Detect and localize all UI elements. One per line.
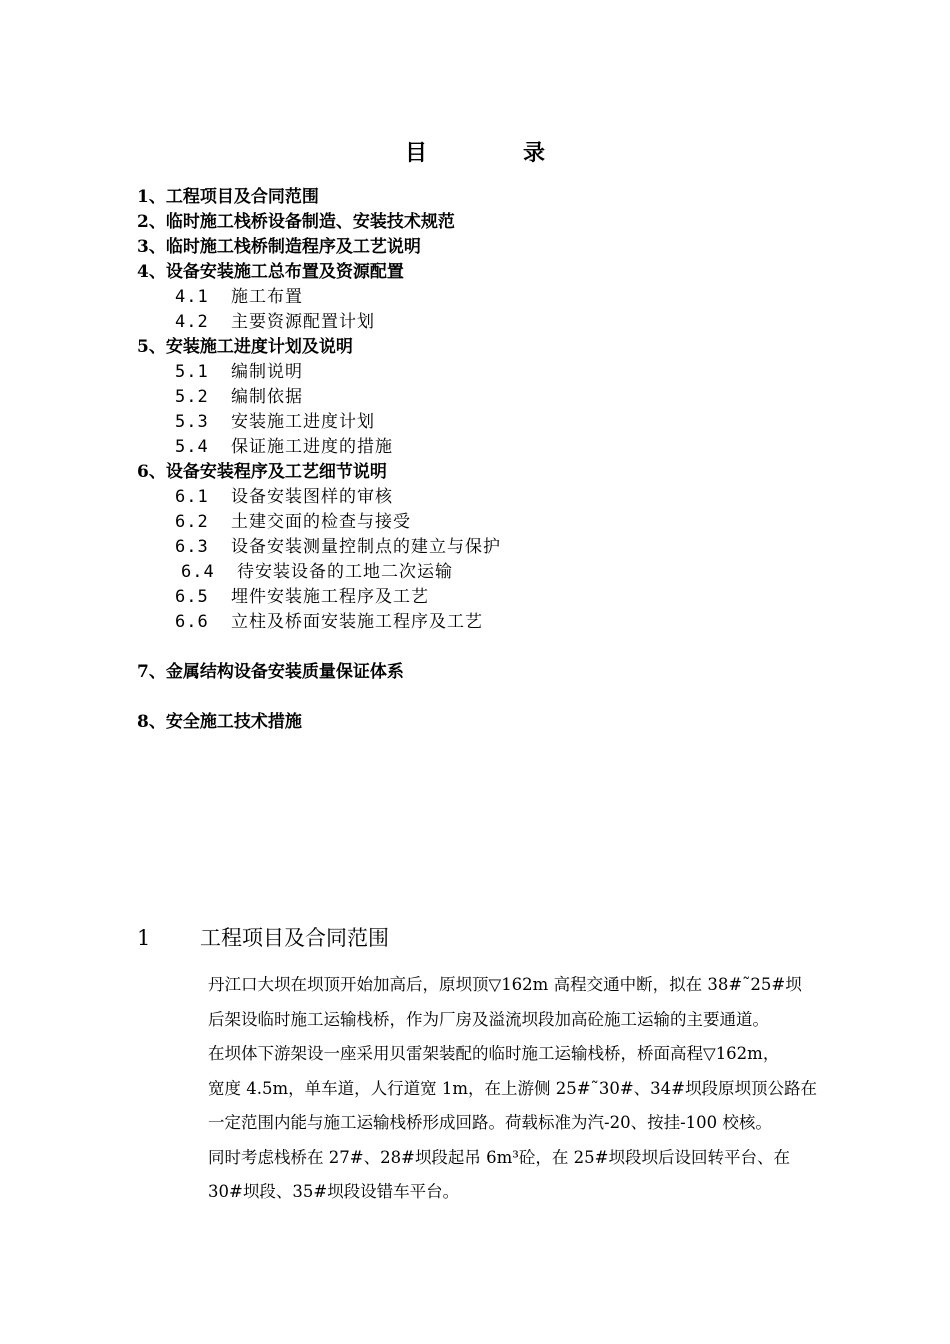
toc-item-number: 6.4 <box>181 562 215 582</box>
toc-item-number: 6.6 <box>175 612 209 632</box>
body-line: 在坝体下游架设一座采用贝雷架装配的临时施工运输栈桥，桥面高程▽162m， <box>208 1044 780 1063</box>
body-line: 丹江口大坝在坝顶开始加高后，原坝顶▽162m 高程交通中断，拟在 38#˜25#坝 <box>208 975 802 994</box>
toc-item-label: 土建交面的检查与接受 <box>231 512 411 532</box>
toc-item-label: 埋件安装施工程序及工艺 <box>231 587 429 607</box>
toc-title <box>0 136 950 167</box>
toc-item-label: 设备安装测量控制点的建立与保护 <box>231 537 501 557</box>
toc-title-right: 录 <box>523 140 546 166</box>
toc-item-5: 5、安装施工进度计划及说明 <box>137 337 353 357</box>
toc-item-number: 5.4 <box>175 437 209 457</box>
toc-item-label: 设备安装图样的审核 <box>231 487 393 507</box>
body-line: 后架设临时施工运输栈桥，作为厂房及溢流坝段加高砼施工运输的主要通道。 <box>208 1009 769 1029</box>
toc-item-5-1 <box>175 362 303 382</box>
toc-item-5-2 <box>175 387 303 407</box>
toc-item-number: 5.1 <box>175 362 209 382</box>
body-line: 同时考虑栈桥在 27#、28#坝段起吊 6m³砼，在 25#坝段坝后设回转平台、在 <box>208 1147 790 1167</box>
toc-item-2: 2、临时施工栈桥设备制造、安装技术规范 <box>137 212 455 232</box>
toc-item-label: 编制依据 <box>231 387 303 407</box>
toc-item-number: 6.2 <box>175 512 209 532</box>
toc-item-6: 6、设备安装程序及工艺细节说明 <box>137 462 387 482</box>
toc-item-label: 主要资源配置计划 <box>231 312 375 332</box>
toc-item-number: 6.3 <box>175 537 209 557</box>
toc-item-8: 8、安全施工技术措施 <box>137 712 302 732</box>
body-line: 30#坝段、35#坝段设错车平台。 <box>208 1182 460 1201</box>
toc-item-number: 4.2 <box>175 312 209 332</box>
toc-item-7: 7、金属结构设备安装质量保证体系 <box>137 662 404 682</box>
toc-item-label: 施工布置 <box>231 287 303 307</box>
toc-title-left: 目 <box>404 140 427 166</box>
toc-item-6-5 <box>175 587 429 607</box>
toc-item-4-2 <box>175 312 375 332</box>
body-line: 宽度 4.5m，单车道，人行道宽 1m，在上游侧 25#˜30#、34#坝段原坝顶公路在 <box>208 1078 817 1098</box>
toc-item-6-6 <box>175 612 483 632</box>
toc-item-4-1 <box>175 287 303 307</box>
toc-item-6-2 <box>175 512 411 532</box>
section-body <box>208 968 868 1210</box>
section-title: 工程项目及合同范围 <box>200 926 389 950</box>
toc-item-6-4 <box>181 562 453 582</box>
section-heading <box>137 922 389 952</box>
toc-item-1: 1、工程项目及合同范围 <box>137 187 319 207</box>
toc-item-label: 立柱及桥面安装施工程序及工艺 <box>231 612 483 632</box>
toc-item-6-1 <box>175 487 393 507</box>
toc-item-label: 安装施工进度计划 <box>231 412 375 432</box>
body-line: 一定范围内能与施工运输栈桥形成回路。荷载标准为汽-20、按挂-100 校核。 <box>208 1113 772 1132</box>
toc-item-number: 5.3 <box>175 412 209 432</box>
toc-item-5-3 <box>175 412 375 432</box>
toc-item-number: 6.5 <box>175 587 209 607</box>
toc-item-3: 3、临时施工栈桥制造程序及工艺说明 <box>137 237 421 257</box>
toc-item-number: 6.1 <box>175 487 209 507</box>
toc-item-5-4 <box>175 437 393 457</box>
toc-item-number: 4.1 <box>175 287 209 307</box>
toc-item-label: 编制说明 <box>231 362 303 382</box>
toc-item-6-3 <box>175 537 501 557</box>
section-number: 1 <box>137 926 151 950</box>
toc-item-label: 待安装设备的工地二次运输 <box>237 562 453 582</box>
toc-item-number: 5.2 <box>175 387 209 407</box>
toc-item-4: 4、设备安装施工总布置及资源配置 <box>137 262 404 282</box>
toc-item-label: 保证施工进度的措施 <box>231 437 393 457</box>
